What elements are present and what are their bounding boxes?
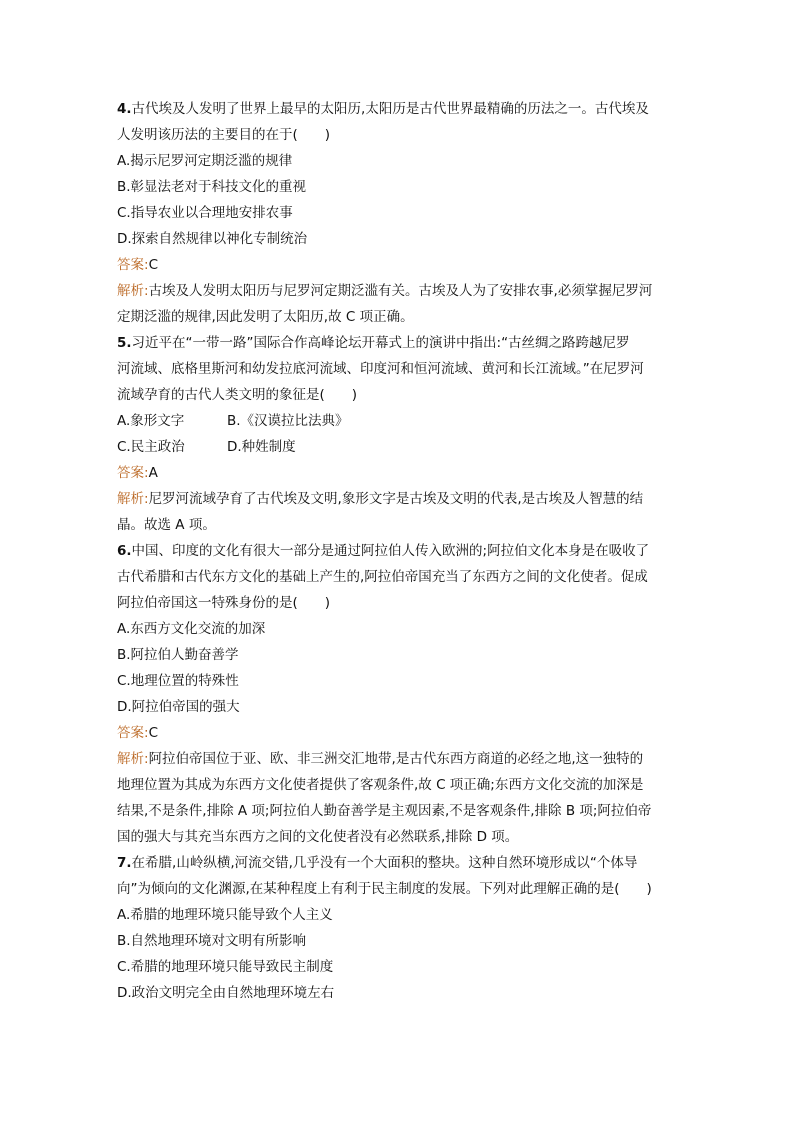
option-d: D.种姓制度 [227, 439, 296, 455]
option-d: D.阿拉伯帝国的强大 [117, 699, 240, 715]
option-b: B.《汉谟拉比法典》 [227, 413, 349, 429]
analysis-text: 古埃及人发明太阳历与尼罗河定期泛滥有关。古埃及人为了安排农事,必须掌握尼罗河 [148, 283, 653, 299]
analysis-line-1 [117, 746, 677, 772]
question-text: 中国、印度的文化有很大一部分是通过阿拉伯人传入欧洲的;阿拉伯文化本身是在吸收了 [131, 543, 650, 559]
analysis-line-1 [117, 486, 677, 512]
analysis-text: 阿拉伯帝国位于亚、欧、非三洲交汇地带,是古代东西方商道的必经之地,这一独特的 [148, 751, 644, 767]
question-5-stem-line-2: 河流域、底格里斯河和幼发拉底河流域、印度河和恒河流域、黄河和长江流域。”在尼罗河 [117, 361, 644, 377]
option-c: C.希腊的地理环境只能导致民主制度 [117, 959, 334, 975]
options-row-2 [117, 434, 677, 460]
question-number: 5. [117, 335, 132, 351]
option-b: B.阿拉伯人勤奋善学 [117, 647, 239, 663]
analysis-label: 解析: [117, 283, 149, 299]
option-a: A.象形文字 [117, 413, 185, 429]
analysis-label: 解析: [117, 751, 149, 767]
answer-line [117, 720, 677, 746]
question-7-stem-line-1 [117, 850, 677, 876]
question-number: 4. [117, 101, 132, 117]
answer-value: C [148, 725, 158, 741]
question-number: 7. [117, 855, 132, 871]
question-6-stem-line-3: 阿拉伯帝国这一特殊身份的是( ) [117, 595, 331, 611]
answer-value: C [148, 257, 158, 273]
question-4-stem-line-2: 人发明该历法的主要目的在于( ) [117, 127, 331, 143]
option-d: D.探索自然规律以神化专制统治 [117, 231, 308, 247]
answer-label: 答案: [117, 465, 149, 481]
analysis-line-3: 结果,不是条件,排除 A 项;阿拉伯人勤奋善学是主观因素,不是客观条件,排除 B 项;阿拉伯帝 [117, 803, 652, 819]
question-5-stem-line-3: 流域孕育的古代人类文明的象征是( ) [117, 387, 358, 403]
answer-value: A [148, 465, 158, 481]
question-6-stem-line-2: 古代希腊和古代东方文化的基础上产生的,阿拉伯帝国充当了东西方之间的文化使者。促成 [117, 569, 648, 585]
analysis-line-2: 晶。故选 A 项。 [117, 517, 216, 533]
analysis-text: 尼罗河流域孕育了古代埃及文明,象形文字是古埃及文明的代表,是古埃及人智慧的结 [148, 491, 644, 507]
question-text: 古代埃及人发明了世界上最早的太阳历,太阳历是古代世界最精确的历法之一。古代埃及 [131, 101, 649, 117]
question-4-stem-line-1 [117, 96, 677, 122]
option-c: C.指导农业以合理地安排农事 [117, 205, 293, 221]
option-b: B.彰显法老对于科技文化的重视 [117, 179, 307, 195]
analysis-line-4: 国的强大与其充当东西方之间的文化使者没有必然联系,排除 D 项。 [117, 829, 519, 845]
question-7-stem-line-2: 向”为倾向的文化渊源,在某种程度上有利于民主制度的发展。下列对此理解正确的是( ) [117, 881, 652, 897]
question-number: 6. [117, 543, 132, 559]
option-d: D.政治文明完全由自然地理环境左右 [117, 985, 335, 1001]
question-text: 习近平在“一带一路”国际合作高峰论坛开幕式上的演讲中指出:“古丝绸之路跨越尼罗 [131, 335, 630, 351]
question-6-stem-line-1 [117, 538, 677, 564]
answer-label: 答案: [117, 725, 149, 741]
question-5-stem-line-1 [117, 330, 677, 356]
document-page [117, 96, 677, 1006]
option-a: A.希腊的地理环境只能导致个人主义 [117, 907, 333, 923]
option-c: C.民主政治 [117, 439, 185, 455]
answer-line [117, 252, 677, 278]
analysis-label: 解析: [117, 491, 149, 507]
option-a: A.揭示尼罗河定期泛滥的规律 [117, 153, 293, 169]
analysis-line-2: 定期泛滥的规律,因此发明了太阳历,故 C 项正确。 [117, 309, 414, 325]
option-c: C.地理位置的特殊性 [117, 673, 239, 689]
option-a: A.东西方文化交流的加深 [117, 621, 266, 637]
answer-line [117, 460, 677, 486]
analysis-line-2: 地理位置为其成为东西方文化使者提供了客观条件,故 C 项正确;东西方文化交流的加深是 [117, 777, 644, 793]
analysis-line-1 [117, 278, 677, 304]
question-text: 在希腊,山岭纵横,河流交错,几乎没有一个大面积的整块。这种自然环境形成以“个体导 [131, 855, 638, 871]
option-b: B.自然地理环境对文明有所影响 [117, 933, 307, 949]
options-row-1 [117, 408, 677, 434]
answer-label: 答案: [117, 257, 149, 273]
